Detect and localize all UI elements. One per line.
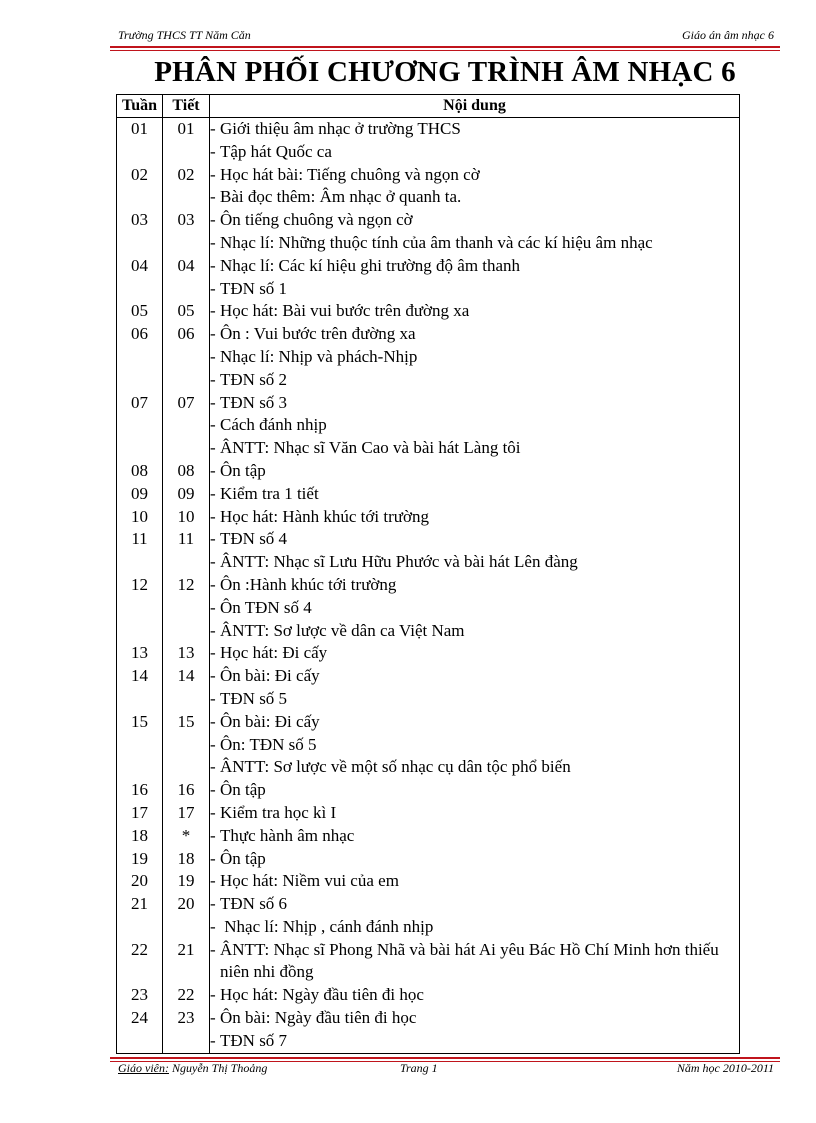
content-text: ÂNTT: Nhạc sĩ Lưu Hữu Phước và bài hát Lên đàng bbox=[220, 552, 578, 572]
footer-school-year: Năm học 2010-2011 bbox=[676, 1061, 774, 1075]
bullet-dash: - bbox=[210, 483, 216, 503]
column-header-lesson: Tiết bbox=[163, 95, 210, 118]
content-text: Học hát: Hành khúc tới trường bbox=[220, 506, 429, 526]
cell-week: 24 bbox=[117, 1007, 163, 1030]
content-text: Tập hát Quốc ca bbox=[220, 141, 332, 161]
cell-lesson: 21 bbox=[163, 939, 210, 985]
cell-lesson: 13 bbox=[163, 642, 210, 665]
footer-teacher-name: Nguyễn Thị Thoảng bbox=[168, 1061, 268, 1075]
bullet-dash: - bbox=[210, 666, 216, 686]
cell-lesson: 06 bbox=[163, 323, 210, 346]
bullet-dash: - bbox=[210, 848, 216, 868]
content-text: TĐN số 1 bbox=[220, 278, 288, 298]
content-text: TĐN số 7 bbox=[220, 1030, 288, 1050]
table-row bbox=[117, 688, 740, 711]
content-text: TĐN số 2 bbox=[220, 369, 288, 389]
bullet-dash: - bbox=[210, 985, 216, 1005]
bullet-dash: - bbox=[210, 346, 216, 366]
content-text: Học hát: Niềm vui của em bbox=[220, 871, 399, 891]
content-text: Học hát bài: Tiếng chuông và ngọn cờ bbox=[220, 164, 480, 184]
header-rule bbox=[110, 46, 780, 48]
table-row bbox=[117, 506, 740, 529]
cell-week: 01 bbox=[117, 118, 163, 141]
bullet-dash: - bbox=[210, 232, 216, 252]
content-text: Thực hành âm nhạc bbox=[220, 825, 355, 845]
cell-lesson: 11 bbox=[163, 528, 210, 551]
bullet-dash: - bbox=[210, 574, 216, 594]
cell-lesson bbox=[163, 688, 210, 711]
cell-week: 17 bbox=[117, 802, 163, 825]
cell-lesson: 16 bbox=[163, 779, 210, 802]
content-text: ÂNTT: Nhạc sĩ Văn Cao và bài hát Làng tôi bbox=[220, 438, 521, 458]
content-text: Nhạc lí: Các kí hiệu ghi trường độ âm thanh bbox=[220, 255, 521, 275]
table-row bbox=[117, 551, 740, 574]
cell-week: 18 bbox=[117, 825, 163, 848]
cell-week: 06 bbox=[117, 323, 163, 346]
bullet-dash: - bbox=[210, 734, 216, 754]
cell-content bbox=[210, 141, 740, 164]
cell-content bbox=[210, 665, 740, 688]
bullet-dash: - bbox=[210, 643, 216, 663]
cell-lesson: 19 bbox=[163, 870, 210, 893]
cell-lesson: 17 bbox=[163, 802, 210, 825]
cell-week bbox=[117, 688, 163, 711]
cell-week bbox=[117, 232, 163, 255]
table-row bbox=[117, 392, 740, 415]
table-row bbox=[117, 848, 740, 871]
bullet-dash: - bbox=[210, 916, 216, 936]
bullet-dash: - bbox=[210, 529, 216, 549]
table-row bbox=[117, 118, 740, 141]
cell-content bbox=[210, 414, 740, 437]
cell-week: 11 bbox=[117, 528, 163, 551]
cell-week: 20 bbox=[117, 870, 163, 893]
table-row bbox=[117, 255, 740, 278]
table-row bbox=[117, 300, 740, 323]
cell-content bbox=[210, 620, 740, 643]
cell-content bbox=[210, 1007, 740, 1030]
cell-week: 03 bbox=[117, 209, 163, 232]
header-doc-title: Giáo án âm nhạc 6 bbox=[682, 28, 774, 42]
cell-week: 04 bbox=[117, 255, 163, 278]
cell-content bbox=[210, 893, 740, 916]
bullet-dash: - bbox=[210, 210, 216, 230]
bullet-dash: - bbox=[210, 119, 216, 138]
bullet-dash: - bbox=[210, 939, 216, 959]
bullet-dash: - bbox=[210, 552, 216, 572]
bullet-dash: - bbox=[210, 301, 216, 321]
table-row bbox=[117, 939, 740, 985]
table-row bbox=[117, 620, 740, 643]
bullet-dash: - bbox=[210, 802, 216, 822]
bullet-dash: - bbox=[210, 415, 216, 435]
cell-lesson: * bbox=[163, 825, 210, 848]
content-text: ÂNTT: Sơ lược về dân ca Việt Nam bbox=[220, 620, 465, 640]
bullet-dash: - bbox=[210, 757, 216, 777]
content-text: ÂNTT: Nhạc sĩ Phong Nhã và bài hát Ai yêu Bác Hồ Chí Minh hơn thiếu niên nhi đồng bbox=[220, 939, 719, 982]
cell-week: 08 bbox=[117, 460, 163, 483]
cell-week: 19 bbox=[117, 848, 163, 871]
cell-content bbox=[210, 528, 740, 551]
content-text: Kiểm tra học kì I bbox=[220, 802, 337, 822]
cell-week bbox=[117, 141, 163, 164]
table-row bbox=[117, 597, 740, 620]
content-text: Ôn tiếng chuông và ngọn cờ bbox=[220, 210, 413, 230]
cell-lesson: 22 bbox=[163, 984, 210, 1007]
bullet-dash: - bbox=[210, 825, 216, 845]
cell-week: 23 bbox=[117, 984, 163, 1007]
bullet-dash: - bbox=[210, 255, 216, 275]
table-row bbox=[117, 483, 740, 506]
header-school: Trường THCS TT Năm Căn bbox=[118, 28, 251, 42]
table-row bbox=[117, 528, 740, 551]
column-header-content: Nội dung bbox=[210, 95, 740, 118]
cell-content bbox=[210, 825, 740, 848]
table-row bbox=[117, 369, 740, 392]
header-rule-thin bbox=[110, 50, 780, 51]
cell-content bbox=[210, 848, 740, 871]
cell-lesson bbox=[163, 141, 210, 164]
curriculum-table bbox=[116, 94, 740, 1054]
cell-content bbox=[210, 642, 740, 665]
bullet-dash: - bbox=[210, 187, 216, 207]
cell-lesson: 04 bbox=[163, 255, 210, 278]
cell-content bbox=[210, 186, 740, 209]
bullet-dash: - bbox=[210, 1008, 216, 1028]
table-body bbox=[117, 118, 740, 1054]
table-row bbox=[117, 1007, 740, 1030]
table-row bbox=[117, 734, 740, 757]
cell-week: 02 bbox=[117, 164, 163, 187]
cell-lesson: 07 bbox=[163, 392, 210, 415]
cell-week bbox=[117, 551, 163, 574]
cell-content bbox=[210, 597, 740, 620]
cell-content bbox=[210, 574, 740, 597]
content-text: Nhạc lí: Những thuộc tính của âm thanh và các kí hiệu âm nhạc bbox=[220, 232, 653, 252]
cell-lesson bbox=[163, 232, 210, 255]
table-row bbox=[117, 278, 740, 301]
cell-lesson: 23 bbox=[163, 1007, 210, 1030]
cell-content bbox=[210, 939, 740, 985]
footer-teacher-label: Giáo viên: bbox=[118, 1061, 169, 1075]
table-row bbox=[117, 711, 740, 734]
table-row bbox=[117, 460, 740, 483]
cell-content bbox=[210, 802, 740, 825]
bullet-dash: - bbox=[210, 688, 216, 708]
cell-week bbox=[117, 597, 163, 620]
cell-week bbox=[117, 1030, 163, 1053]
bullet-dash: - bbox=[210, 1030, 216, 1050]
cell-content bbox=[210, 870, 740, 893]
content-text: Bài đọc thêm: Âm nhạc ở quanh ta. bbox=[220, 187, 462, 207]
cell-lesson bbox=[163, 734, 210, 757]
cell-lesson: 01 bbox=[163, 118, 210, 141]
cell-content bbox=[210, 369, 740, 392]
cell-lesson: 02 bbox=[163, 164, 210, 187]
table-row bbox=[117, 984, 740, 1007]
cell-lesson bbox=[163, 551, 210, 574]
cell-lesson bbox=[163, 346, 210, 369]
cell-content bbox=[210, 278, 740, 301]
bullet-dash: - bbox=[210, 871, 216, 891]
cell-content bbox=[210, 506, 740, 529]
cell-week: 22 bbox=[117, 939, 163, 985]
cell-content bbox=[210, 232, 740, 255]
cell-week bbox=[117, 756, 163, 779]
cell-week: 07 bbox=[117, 392, 163, 415]
cell-lesson bbox=[163, 369, 210, 392]
cell-content bbox=[210, 688, 740, 711]
cell-lesson bbox=[163, 414, 210, 437]
content-text: TĐN số 4 bbox=[220, 529, 288, 549]
cell-week: 21 bbox=[117, 893, 163, 916]
cell-week: 15 bbox=[117, 711, 163, 734]
cell-content bbox=[210, 779, 740, 802]
cell-lesson bbox=[163, 916, 210, 939]
content-text: TĐN số 6 bbox=[220, 894, 288, 914]
content-text: Kiểm tra 1 tiết bbox=[220, 483, 319, 503]
table-row bbox=[117, 346, 740, 369]
content-text: Ôn: TĐN số 5 bbox=[220, 734, 317, 754]
content-text: TĐN số 3 bbox=[220, 392, 288, 412]
cell-week bbox=[117, 346, 163, 369]
bullet-dash: - bbox=[210, 278, 216, 298]
bullet-dash: - bbox=[210, 894, 216, 914]
column-header-week: Tuần bbox=[117, 95, 163, 118]
table-row bbox=[117, 893, 740, 916]
content-text: Ôn tập bbox=[220, 460, 266, 480]
bullet-dash: - bbox=[210, 711, 216, 731]
cell-lesson: 12 bbox=[163, 574, 210, 597]
content-text: Nhạc lí: Nhịp và phách-Nhịp bbox=[220, 346, 418, 366]
cell-content bbox=[210, 392, 740, 415]
bullet-dash: - bbox=[210, 392, 216, 412]
table-header-row bbox=[117, 95, 740, 118]
cell-week bbox=[117, 916, 163, 939]
table-row bbox=[117, 186, 740, 209]
cell-week: 12 bbox=[117, 574, 163, 597]
cell-content bbox=[210, 734, 740, 757]
table-row bbox=[117, 642, 740, 665]
cell-content bbox=[210, 483, 740, 506]
table-row bbox=[117, 574, 740, 597]
bullet-dash: - bbox=[210, 620, 216, 640]
table-row bbox=[117, 870, 740, 893]
cell-content bbox=[210, 437, 740, 460]
bullet-dash: - bbox=[210, 438, 216, 458]
cell-content bbox=[210, 255, 740, 278]
bullet-dash: - bbox=[210, 324, 216, 344]
cell-lesson: 15 bbox=[163, 711, 210, 734]
page-title: PHÂN PHỐI CHƯƠNG TRÌNH ÂM NHẠC 6 bbox=[154, 56, 736, 88]
cell-lesson bbox=[163, 437, 210, 460]
content-text: Ôn bài: Đi cấy bbox=[220, 666, 320, 686]
content-text: ÂNTT: Sơ lược về một số nhạc cụ dân tộc phổ biến bbox=[220, 757, 571, 777]
cell-content bbox=[210, 300, 740, 323]
cell-week: 13 bbox=[117, 642, 163, 665]
cell-content bbox=[210, 164, 740, 187]
cell-week bbox=[117, 734, 163, 757]
footer-rule bbox=[110, 1057, 780, 1059]
footer-teacher bbox=[118, 1061, 267, 1076]
bullet-dash: - bbox=[210, 597, 216, 617]
table-row bbox=[117, 164, 740, 187]
cell-week bbox=[117, 414, 163, 437]
cell-lesson: 14 bbox=[163, 665, 210, 688]
cell-week bbox=[117, 437, 163, 460]
cell-week: 05 bbox=[117, 300, 163, 323]
cell-lesson: 09 bbox=[163, 483, 210, 506]
table-row bbox=[117, 209, 740, 232]
cell-content bbox=[210, 209, 740, 232]
cell-content bbox=[210, 916, 740, 939]
cell-content bbox=[210, 323, 740, 346]
bullet-dash: - bbox=[210, 506, 216, 526]
table-row bbox=[117, 323, 740, 346]
table-row bbox=[117, 232, 740, 255]
bullet-dash: - bbox=[210, 141, 216, 161]
content-text: Nhạc lí: Nhịp , cánh đánh nhịp bbox=[220, 916, 434, 936]
content-text: Ôn :Hành khúc tới trường bbox=[220, 574, 397, 594]
cell-week bbox=[117, 369, 163, 392]
content-text: Học hát: Đi cấy bbox=[220, 643, 328, 663]
cell-week bbox=[117, 278, 163, 301]
cell-lesson: 08 bbox=[163, 460, 210, 483]
table-row bbox=[117, 916, 740, 939]
bullet-dash: - bbox=[210, 369, 216, 389]
cell-lesson bbox=[163, 597, 210, 620]
table-row bbox=[117, 437, 740, 460]
table-row bbox=[117, 825, 740, 848]
cell-week bbox=[117, 186, 163, 209]
cell-lesson bbox=[163, 620, 210, 643]
cell-lesson bbox=[163, 1030, 210, 1053]
table-row bbox=[117, 802, 740, 825]
cell-content bbox=[210, 756, 740, 779]
cell-content bbox=[210, 118, 740, 141]
cell-content bbox=[210, 551, 740, 574]
cell-lesson bbox=[163, 186, 210, 209]
content-text: Ôn bài: Ngày đầu tiên đi học bbox=[220, 1008, 417, 1028]
content-text: Ôn TĐN số 4 bbox=[220, 597, 312, 617]
table-row bbox=[117, 414, 740, 437]
content-text: Học hát: Ngày đầu tiên đi học bbox=[220, 985, 424, 1005]
cell-week: 16 bbox=[117, 779, 163, 802]
cell-lesson bbox=[163, 278, 210, 301]
cell-lesson: 03 bbox=[163, 209, 210, 232]
cell-content bbox=[210, 984, 740, 1007]
content-text: Ôn : Vui bước trên đường xa bbox=[220, 324, 416, 344]
cell-week: 09 bbox=[117, 483, 163, 506]
content-text: Giới thiệu âm nhạc ở trường THCS bbox=[220, 119, 461, 138]
bullet-dash: - bbox=[210, 780, 216, 800]
cell-lesson: 20 bbox=[163, 893, 210, 916]
cell-lesson: 10 bbox=[163, 506, 210, 529]
cell-week bbox=[117, 620, 163, 643]
content-text: TĐN số 5 bbox=[220, 688, 288, 708]
bullet-dash: - bbox=[210, 164, 216, 184]
content-text: Ôn tập bbox=[220, 848, 266, 868]
bullet-dash: - bbox=[210, 460, 216, 480]
cell-content bbox=[210, 460, 740, 483]
cell-week: 14 bbox=[117, 665, 163, 688]
table-row bbox=[117, 665, 740, 688]
table-row bbox=[117, 756, 740, 779]
cell-content bbox=[210, 1030, 740, 1053]
cell-content bbox=[210, 346, 740, 369]
footer-page-number: Trang 1 bbox=[400, 1061, 438, 1075]
table-row bbox=[117, 1030, 740, 1053]
content-text: Ôn tập bbox=[220, 780, 266, 800]
table-row bbox=[117, 141, 740, 164]
content-text: Học hát: Bài vui bước trên đường xa bbox=[220, 301, 470, 321]
content-text: Cách đánh nhịp bbox=[220, 415, 327, 435]
content-text: Ôn bài: Đi cấy bbox=[220, 711, 320, 731]
cell-content bbox=[210, 711, 740, 734]
table-row bbox=[117, 779, 740, 802]
cell-lesson bbox=[163, 756, 210, 779]
cell-week: 10 bbox=[117, 506, 163, 529]
cell-lesson: 18 bbox=[163, 848, 210, 871]
cell-lesson: 05 bbox=[163, 300, 210, 323]
